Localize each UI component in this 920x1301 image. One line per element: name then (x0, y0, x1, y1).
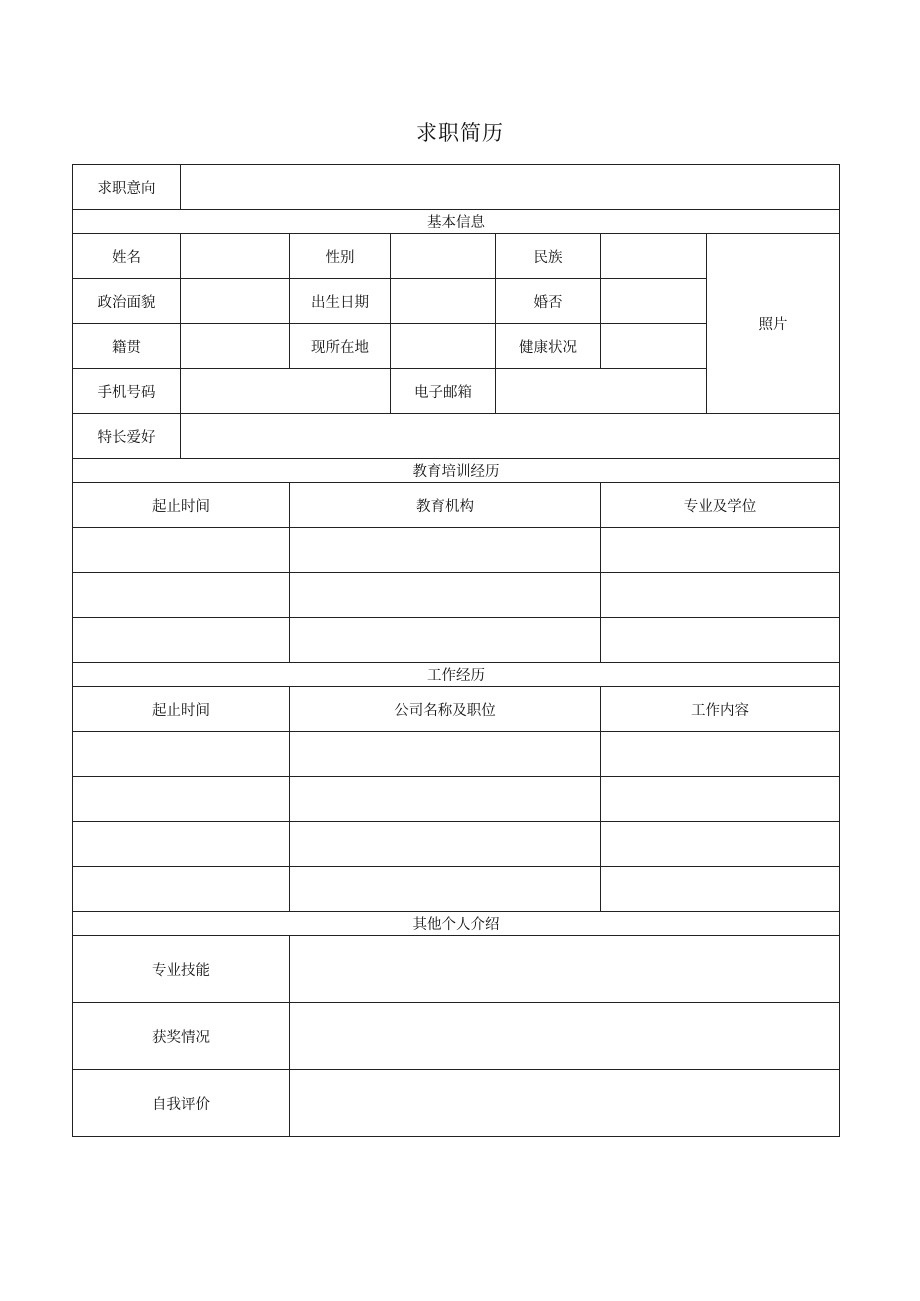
work-period-cell[interactable] (73, 777, 290, 822)
photo-box[interactable]: 照片 (707, 234, 840, 414)
intent-field[interactable] (181, 165, 840, 210)
table-row (73, 867, 840, 912)
edu-institution-cell[interactable] (290, 573, 601, 618)
edu-header-institution: 教育机构 (290, 483, 601, 528)
hobbies-label: 特长爱好 (73, 414, 181, 459)
edu-major-cell[interactable] (601, 573, 840, 618)
work-header-period: 起止时间 (73, 687, 290, 732)
ethnicity-label: 民族 (496, 234, 601, 279)
work-company-cell[interactable] (290, 867, 601, 912)
awards-field[interactable] (290, 1003, 840, 1070)
native-place-label: 籍贯 (73, 324, 181, 369)
section-education: 教育培训经历 (73, 459, 840, 483)
table-row (73, 618, 840, 663)
email-label: 电子邮箱 (391, 369, 496, 414)
table-row (73, 573, 840, 618)
skills-field[interactable] (290, 936, 840, 1003)
health-label: 健康状况 (496, 324, 601, 369)
birthdate-label: 出生日期 (290, 279, 391, 324)
email-field[interactable] (496, 369, 707, 414)
work-company-cell[interactable] (290, 777, 601, 822)
work-header-company: 公司名称及职位 (290, 687, 601, 732)
table-row (73, 732, 840, 777)
awards-label: 获奖情况 (73, 1003, 290, 1070)
residence-field[interactable] (391, 324, 496, 369)
edu-header-major: 专业及学位 (601, 483, 840, 528)
politics-field[interactable] (181, 279, 290, 324)
table-row (73, 777, 840, 822)
work-content-cell[interactable] (601, 732, 840, 777)
residence-label: 现所在地 (290, 324, 391, 369)
skills-label: 专业技能 (73, 936, 290, 1003)
self-eval-field[interactable] (290, 1070, 840, 1137)
phone-label: 手机号码 (73, 369, 181, 414)
intent-label: 求职意向 (73, 165, 181, 210)
self-eval-label: 自我评价 (73, 1070, 290, 1137)
gender-field[interactable] (391, 234, 496, 279)
section-basic-info: 基本信息 (73, 210, 840, 234)
section-work: 工作经历 (73, 663, 840, 687)
edu-period-cell[interactable] (73, 573, 290, 618)
work-period-cell[interactable] (73, 822, 290, 867)
ethnicity-field[interactable] (601, 234, 707, 279)
work-content-cell[interactable] (601, 822, 840, 867)
table-row (73, 528, 840, 573)
table-row (73, 822, 840, 867)
edu-period-cell[interactable] (73, 618, 290, 663)
work-period-cell[interactable] (73, 867, 290, 912)
edu-header-period: 起止时间 (73, 483, 290, 528)
work-content-cell[interactable] (601, 867, 840, 912)
phone-field[interactable] (181, 369, 391, 414)
work-period-cell[interactable] (73, 732, 290, 777)
politics-label: 政治面貌 (73, 279, 181, 324)
birthdate-field[interactable] (391, 279, 496, 324)
work-content-cell[interactable] (601, 777, 840, 822)
native-place-field[interactable] (181, 324, 290, 369)
work-company-cell[interactable] (290, 822, 601, 867)
page-title: 求职简历 (416, 121, 504, 145)
edu-major-cell[interactable] (601, 528, 840, 573)
gender-label: 性别 (290, 234, 391, 279)
name-field[interactable] (181, 234, 290, 279)
marital-label: 婚否 (496, 279, 601, 324)
resume-form (72, 164, 840, 1137)
health-field[interactable] (601, 324, 707, 369)
marital-field[interactable] (601, 279, 707, 324)
section-other: 其他个人介绍 (73, 912, 840, 936)
work-header-content: 工作内容 (601, 687, 840, 732)
edu-major-cell[interactable] (601, 618, 840, 663)
name-label: 姓名 (73, 234, 181, 279)
work-company-cell[interactable] (290, 732, 601, 777)
edu-institution-cell[interactable] (290, 618, 601, 663)
edu-institution-cell[interactable] (290, 528, 601, 573)
edu-period-cell[interactable] (73, 528, 290, 573)
hobbies-field[interactable] (181, 414, 840, 459)
